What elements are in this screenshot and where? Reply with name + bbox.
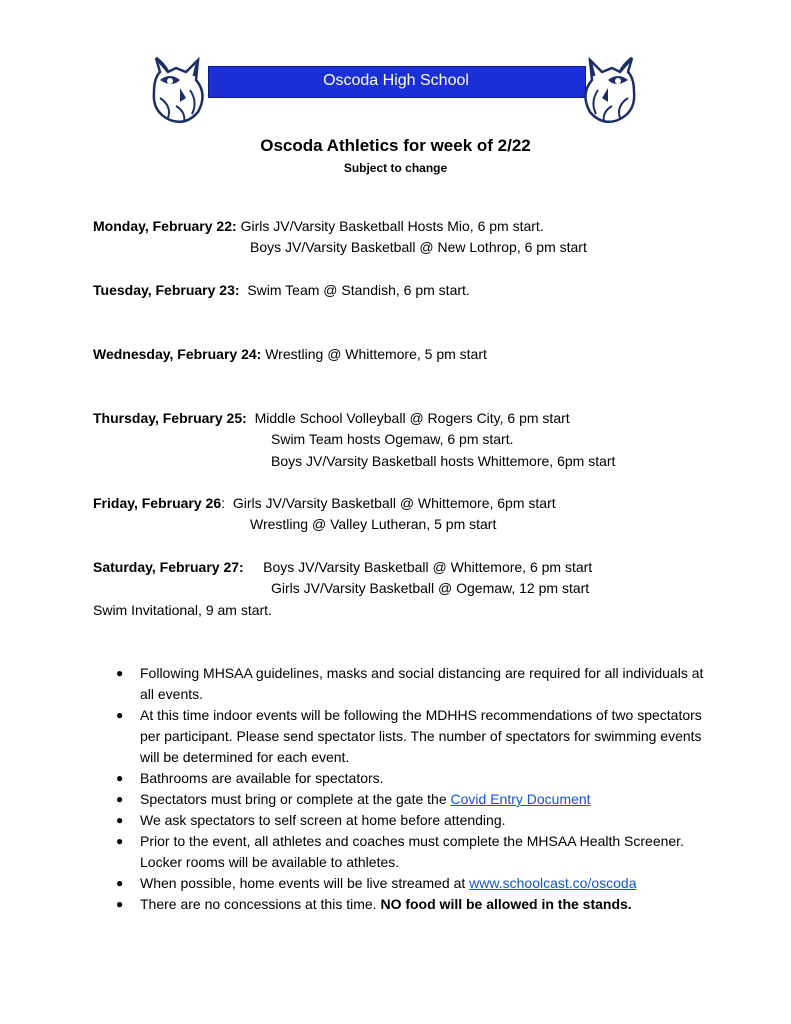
day-label: Wednesday, February 24: [93, 346, 262, 362]
day-label: Saturday, February 27: [93, 559, 244, 575]
list-item: ● Bathrooms are available for spectators. [110, 768, 710, 789]
day-label: Monday, February 22: [93, 218, 237, 234]
event-text: Girls JV/Varsity Basketball Hosts Mio, 6 pm start. [240, 218, 544, 234]
day-label: Friday, February 26 [93, 495, 222, 511]
bullet-icon: ● [116, 792, 124, 806]
schedule-event-line: Girls JV/Varsity Basketball @ Ogemaw, 12 pm start [271, 580, 590, 596]
list-item: ● There are no concessions at this time. NO food will be allowed in the stands. [110, 894, 710, 915]
day-label: Tuesday, February 23: [93, 282, 240, 298]
day-label: Thursday, February 25: [93, 410, 247, 426]
list-item: ● Spectators must bring or complete at the gate the Covid Entry Document [110, 789, 710, 810]
bullet-icon: ● [116, 876, 124, 890]
owl-mascot-icon [562, 50, 642, 130]
schedule-row-wednesday [93, 345, 487, 363]
page-subtitle: Subject to change [343, 161, 448, 175]
day-label-colon: : [221, 495, 226, 511]
no-food-notice: NO food will be allowed in the stands. [380, 896, 632, 912]
bullet-icon: ● [116, 813, 124, 827]
event-text: Swim Team @ Standish, 6 pm start. [247, 282, 470, 298]
bullet-icon: ● [116, 666, 124, 680]
schedule-event-line: Boys JV/Varsity Basketball @ New Lothrop, 6 pm start [250, 239, 587, 255]
list-item: ● We ask spectators to self screen at home before attending. [110, 810, 710, 831]
page-title: Oscoda Athletics for week of 2/22 [260, 136, 531, 155]
bullet-icon: ● [116, 834, 124, 848]
schedule-row-friday [93, 494, 556, 512]
schedule-row-tuesday [93, 281, 470, 299]
bullet-icon: ● [116, 708, 124, 722]
banner-title: Oscoda High School [323, 72, 469, 89]
schedule-row-saturday [93, 558, 592, 576]
schedule-row-monday [93, 217, 544, 235]
event-text: Middle School Volleyball @ Rogers City, 6 pm start [254, 410, 570, 426]
bullet-icon: ● [116, 771, 124, 785]
list-item: ● Following MHSAA guidelines, masks and social distancing are required for all individuals at all events. [116, 665, 704, 702]
schedule-extra-line: Swim Invitational, 9 am start. [93, 602, 272, 618]
schedule-event-line: Swim Team hosts Ogemaw, 6 pm start. [271, 431, 514, 447]
guidelines-list [110, 663, 710, 915]
event-text: Boys JV/Varsity Basketball @ Whittemore, 6 pm start [263, 559, 593, 575]
schedule-event-line: Boys JV/Varsity Basketball hosts Whittemore, 6pm start [271, 453, 616, 469]
event-text: Girls JV/Varsity Basketball @ Whittemore, 6pm start [232, 495, 556, 511]
covid-entry-document-link[interactable]: Covid Entry Document [450, 791, 591, 807]
schedule-row-thursday [93, 409, 570, 427]
schoolcast-stream-link[interactable]: www.schoolcast.co/oscoda [469, 875, 637, 891]
school-banner [146, 50, 644, 130]
bullet-icon: ● [116, 897, 124, 911]
schedule-event-line: Wrestling @ Valley Lutheran, 5 pm start [250, 516, 497, 532]
list-item: ● When possible, home events will be live streamed at www.schoolcast.co/oscoda [110, 873, 710, 894]
list-item: ● Prior to the event, all athletes and coaches must complete the MHSAA Health Screener. Locker rooms will be available to athletes. [116, 833, 684, 870]
list-item: ● At this time indoor events will be following the MDHHS recommendations of two spectators per participant. Please send spectator lists. The number of spectators for swimming events will be determined for each event. [116, 707, 702, 765]
event-text: Wrestling @ Whittemore, 5 pm start [265, 346, 487, 362]
